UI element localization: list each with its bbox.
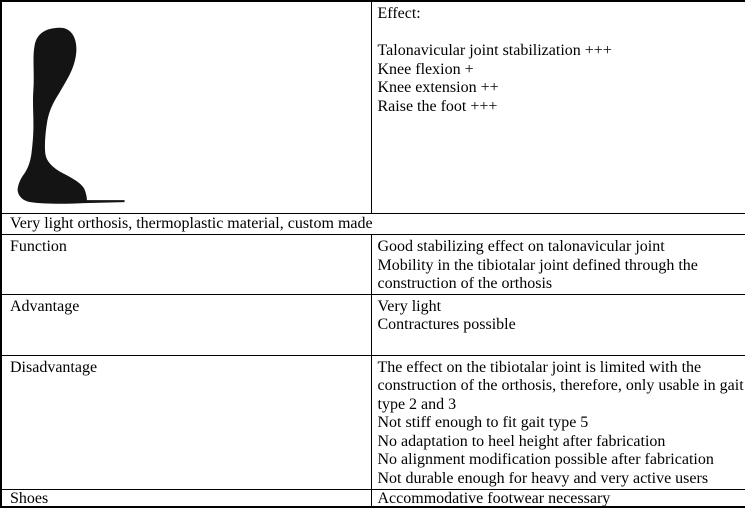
effect-title: Effect: — [377, 5, 421, 22]
value-line: Accommodative footwear necessary — [377, 489, 611, 507]
table-row — [1, 235, 745, 295]
advantage-value-cell — [371, 294, 745, 355]
function-value-cell — [371, 235, 745, 295]
value-line: construction of the orthosis, therefore, only usable in gait — [377, 377, 744, 394]
value-line: construction of the orthosis — [377, 275, 553, 292]
value-line: Mobility in the tibiotalar joint defined through the — [377, 256, 698, 274]
table-row — [1, 355, 745, 489]
effect-cell — [371, 1, 745, 214]
table-row — [1, 294, 745, 355]
value-line: Not stiff enough to fit gait type 5 — [377, 414, 589, 431]
value-line: Contractures possible — [377, 316, 516, 333]
row-label-shoes — [1, 489, 371, 507]
table-row — [1, 1, 745, 214]
value-line: No alignment modification possible after fabrication — [377, 451, 714, 468]
value-line: No adaptation to heel height after fabrication — [377, 432, 666, 450]
value-line: The effect on the tibiotalar joint is limited with the — [377, 358, 702, 376]
row-label-text: Disadvantage — [10, 358, 98, 376]
row-label-text: Function — [10, 238, 67, 255]
effect-line: Knee extension ++ — [377, 79, 499, 96]
value-line: Very light — [377, 297, 442, 315]
effect-line: Talonavicular joint stabilization +++ — [377, 42, 612, 59]
material-description: Very light orthosis, thermoplastic material, custom made — [10, 215, 373, 232]
disadvantage-value-cell — [371, 355, 745, 489]
row-label-text: Shoes — [10, 489, 49, 507]
value-line: Good stabilizing effect on talonavicular joint — [377, 238, 665, 255]
shoes-value-cell — [371, 489, 745, 507]
value-line: Not durable enough for heavy and very active users — [377, 469, 709, 487]
table-row — [1, 214, 745, 235]
afo-orthosis-silhouette-icon — [2, 2, 368, 213]
material-description-cell — [1, 214, 745, 235]
blank-line — [378, 24, 745, 43]
effect-line: Knee flexion + — [377, 60, 474, 78]
row-label-function — [1, 235, 371, 295]
row-label-advantage — [1, 294, 371, 355]
effect-line: Raise the foot +++ — [377, 97, 498, 115]
value-line: type 2 and 3 — [377, 395, 457, 413]
row-label-text: Advantage — [10, 297, 80, 315]
row-label-disadvantage — [1, 355, 371, 489]
table-row — [1, 489, 745, 507]
orthosis-image-cell — [1, 1, 371, 214]
